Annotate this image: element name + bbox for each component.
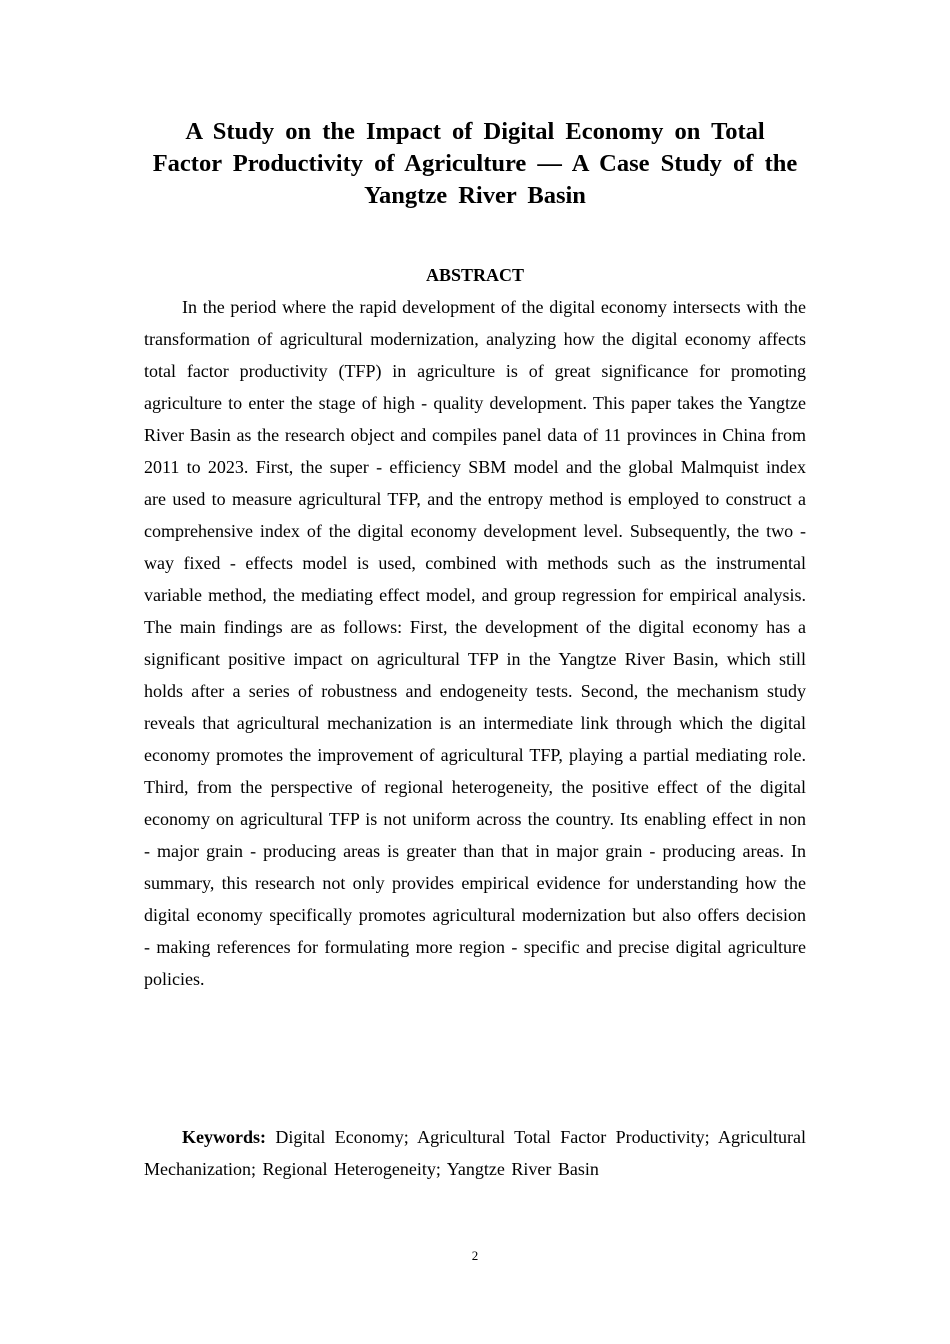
keywords-label: Keywords: [182,1127,266,1147]
abstract-body: In the period where the rapid development of the digital economy intersects with the transformation of agricultural modernization, analyzing how the digital economy affects total factor productivity (TFP) in agriculture is of great significance for promoting agriculture to enter the stage of high - quality development. This paper takes the Yangtze River Basin as the research object and compiles panel data of 11 provinces in China from 2011 to 2023. First, the super - efficiency SBM model and the global Malmquist index are used to measure agricultural TFP, and the entropy method is employed to construct a comprehensive index of the digital economy development level. Subsequently, the two - way fixed - effects model is used, combined with methods such as the instrumental variable method, the mediating effect model, and group regression for empirical analysis. The main findings are as follows: First, the development of the digital economy has a significant positive impact on agricultural TFP in the Yangtze River Basin, which still holds after a series of robustness and endogeneity tests. Second, the mechanism study reveals that agricultural mechanization is an intermediate link through which the digital economy promotes the improvement of agricultural TFP, playing a partial mediating role. Third, from the perspective of regional heterogeneity, the positive effect of the digital economy on agricultural TFP is not uniform across the country. Its enabling effect in non - major grain - producing areas is greater than that in major grain - producing areas. In summary, this research not only provides empirical evidence for understanding how the digital economy specifically promotes agricultural modernization but also offers decision - making references for formulating more region - specific and precise digital agriculture policies. [144,297,806,989]
keywords-paragraph [144,1121,806,1185]
keywords-text: Digital Economy; Agricultural Total Factor Productivity; Agricultural Mechanization; Regional Heterogeneity; Yangtze River Basin [144,1127,807,1179]
page-number: 2 [471,1248,479,1263]
paper-title: A Study on the Impact of Digital Economy on Total Factor Productivity of Agriculture — A Case Study of the Yangtze River Basin [152,118,798,209]
abstract-heading: ABSTRACT [425,265,525,285]
